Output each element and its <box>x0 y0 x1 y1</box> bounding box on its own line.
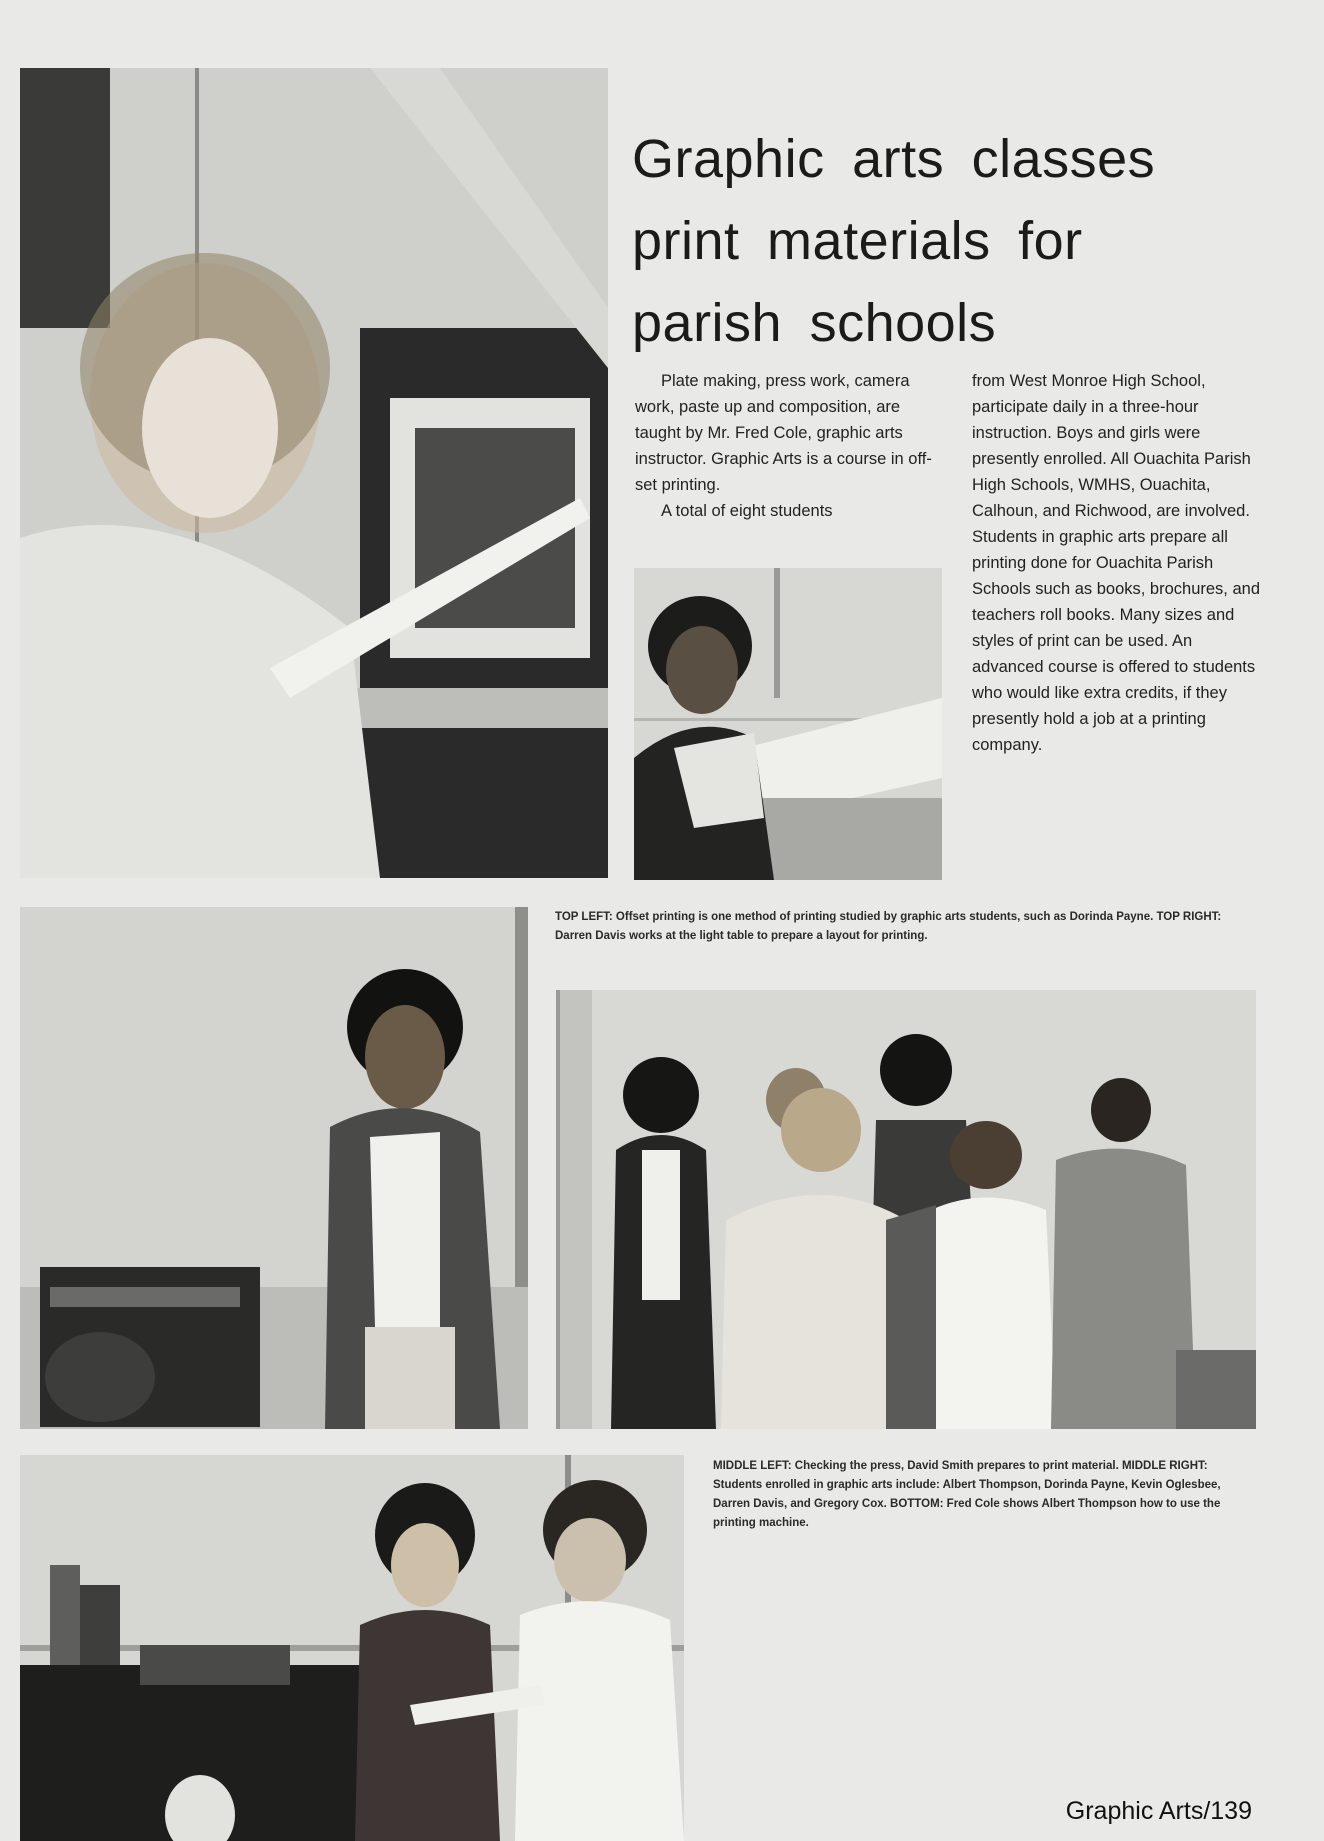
photo-top-right-illustration <box>634 568 942 880</box>
photo-top-right <box>634 568 942 880</box>
photo-bottom-illustration <box>20 1455 684 1841</box>
caption-middle: MIDDLE LEFT: Checking the press, David Smith prepares to print material. MIDDLE RIGHT: Students enrolled in graphic arts include: Albert Thompson, Dorinda Payne, Kevin Oglesbee, Darren Davis, and Gregory Cox. BOTTOM: Fred Cole shows Albert Thompson how to use the printing machine. <box>713 1460 1221 1529</box>
photo-top-left <box>20 68 608 878</box>
body-paragraph-3: from West Monroe High School, participate daily in a three-hour instruction. Boys and girls were presently enrolled. All Ouachita Parish High Schools, WMHS, Ouachita, Calhoun, and Richwood, are involved. Students in graphic arts prepare all printing done for Ouachita Parish Schools such as books, brochures, and teachers roll books. Many sizes and styles of print can be used. An advanced course is offered to students who would like extra credits, if they presently hold a job at a printing company. <box>972 372 1261 754</box>
caption-top: TOP LEFT: Offset printing is one method of printing studied by graphic arts students, such as Dorinda Payne. TOP RIGHT: Darren Davis works at the light table to prepare a layout for printing. <box>555 911 1222 942</box>
photo-top-left-illustration <box>20 68 608 878</box>
headline-line-3: parish schools <box>632 293 997 353</box>
photo-middle-left-illustration <box>20 907 528 1429</box>
page-headline <box>632 118 1272 364</box>
photo-middle-left <box>20 907 528 1429</box>
body-column-2 <box>972 368 1260 758</box>
photo-middle-right-illustration <box>556 990 1256 1429</box>
photo-bottom <box>20 1455 684 1841</box>
body-paragraph-2: A total of eight students <box>661 502 833 520</box>
body-column-1 <box>635 368 937 524</box>
page-folio: Graphic Arts/139 <box>1065 1797 1252 1825</box>
photo-middle-right <box>556 990 1256 1429</box>
headline-line-1: Graphic arts classes <box>632 129 1156 189</box>
headline-line-2: print materials for <box>632 211 1083 271</box>
body-paragraph-1: Plate making, press work, camera work, paste up and composition, are taught by Mr. Fred Cole, graphic arts instructor. Graphic Arts is a course in off-set printing. <box>635 372 932 494</box>
